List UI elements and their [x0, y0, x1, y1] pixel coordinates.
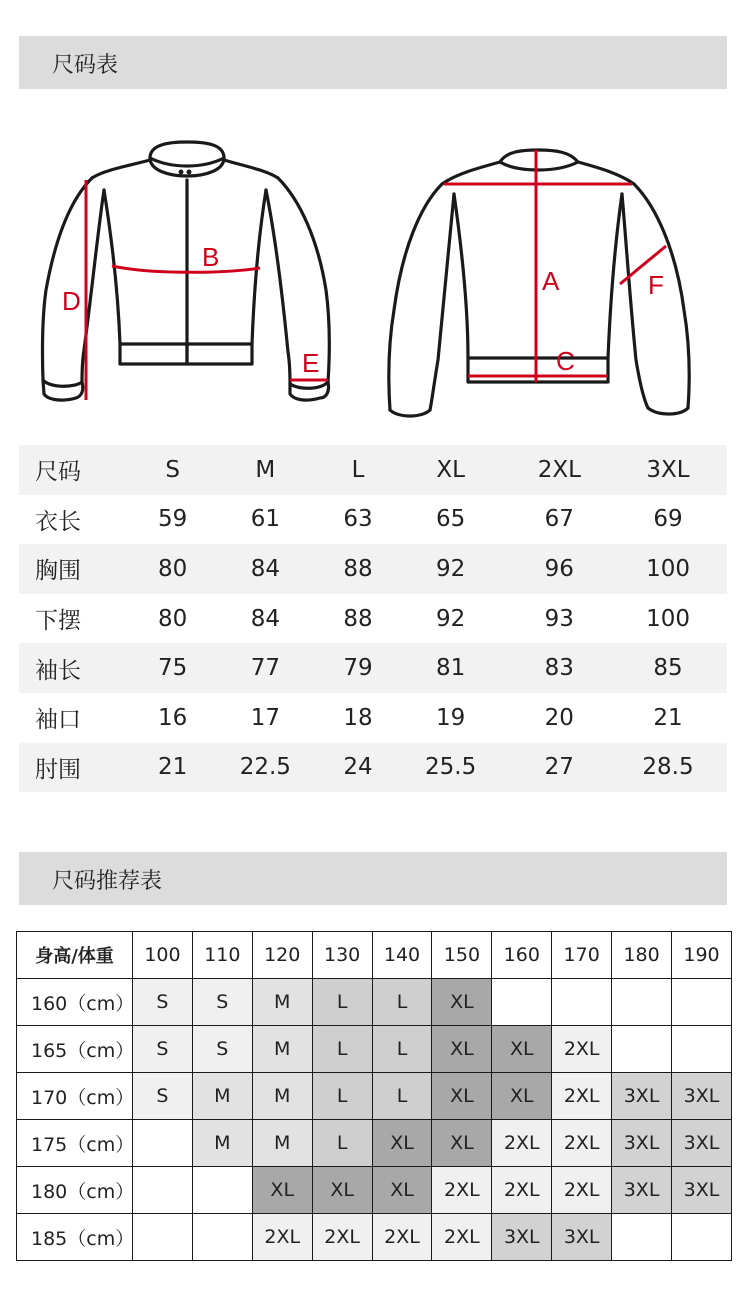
size-header-cell: XL [392, 445, 510, 495]
size-cell: 21 [609, 693, 727, 743]
size-cell: 21 [139, 743, 206, 793]
size-recommend-cell: 3XL [672, 1073, 732, 1120]
size-cell: 84 [206, 544, 324, 594]
size-recommend-cell: L [312, 1026, 372, 1073]
size-recommend-cell [552, 979, 612, 1026]
size-cell: 93 [510, 594, 609, 644]
label-c: C [556, 346, 575, 376]
size-recommend-cell: M [252, 1026, 312, 1073]
size-recommend-cell: XL [432, 979, 492, 1026]
size-cell: 100 [609, 594, 727, 644]
size-cell: 25.5 [392, 743, 510, 793]
size-recommend-cell: 3XL [672, 1167, 732, 1214]
height-label: 170（cm） [17, 1073, 133, 1120]
size-row-cuff [19, 693, 727, 743]
size-cell: 88 [324, 594, 391, 644]
row-label: 衣长 [19, 495, 139, 545]
size-header-cell: L [324, 445, 391, 495]
size-cell: 18 [324, 693, 391, 743]
size-recommend-cell: XL [492, 1026, 552, 1073]
size-cell: 83 [510, 643, 609, 693]
jacket-measurement-diagram [0, 100, 750, 440]
size-cell: 28.5 [609, 743, 727, 793]
size-recommend-cell: XL [372, 1167, 432, 1214]
height-row-180 [17, 1167, 732, 1214]
size-row-chest [19, 544, 727, 594]
size-recommend-cell: L [312, 1073, 372, 1120]
size-recommend-cell [612, 1026, 672, 1073]
size-recommend-cell: XL [312, 1167, 372, 1214]
size-chart-header-bar [19, 36, 727, 89]
size-recommend-cell [133, 1167, 193, 1214]
size-recommend-cell: XL [432, 1120, 492, 1167]
size-cell: 59 [139, 495, 206, 545]
label-b: B [202, 242, 220, 272]
size-cell: 85 [609, 643, 727, 693]
size-recommend-cell: L [312, 979, 372, 1026]
size-cell: 63 [324, 495, 391, 545]
weight-header-cell: 190 [672, 932, 732, 979]
weight-header-cell: 140 [372, 932, 432, 979]
height-label: 160（cm） [17, 979, 133, 1026]
size-recommend-cell: L [372, 979, 432, 1026]
label-e: E [302, 348, 320, 378]
height-weight-corner: 身高/体重 [17, 932, 133, 979]
size-recommend-cell: 2XL [252, 1214, 312, 1261]
size-recommend-cell: 2XL [552, 1120, 612, 1167]
size-chart-title: 尺码表 [52, 53, 119, 78]
height-label: 175（cm） [17, 1120, 133, 1167]
label-a: A [542, 266, 560, 296]
size-row-elbow [19, 743, 727, 793]
size-recommend-cell: XL [432, 1073, 492, 1120]
weight-header-cell: 130 [312, 932, 372, 979]
row-label: 袖口 [19, 693, 139, 743]
size-header-cell: 2XL [510, 445, 609, 495]
size-recommend-cell: XL [372, 1120, 432, 1167]
size-recommend-cell: S [133, 1073, 193, 1120]
size-recommend-cell: M [192, 1073, 252, 1120]
weight-header-cell: 100 [133, 932, 193, 979]
size-cell: 75 [139, 643, 206, 693]
size-cell: 92 [392, 544, 510, 594]
size-recommend-cell: 2XL [552, 1073, 612, 1120]
label-d: D [62, 286, 81, 316]
size-recommend-cell: S [133, 1026, 193, 1073]
height-row-185 [17, 1214, 732, 1261]
size-cell: 20 [510, 693, 609, 743]
size-recommend-cell: 3XL [612, 1167, 672, 1214]
size-recommend-cell [672, 1026, 732, 1073]
size-recommend-cell: L [372, 1026, 432, 1073]
size-cell: 88 [324, 544, 391, 594]
weight-header-cell: 120 [252, 932, 312, 979]
size-recommend-cell: 3XL [552, 1214, 612, 1261]
height-row-165 [17, 1026, 732, 1073]
size-cell: 65 [392, 495, 510, 545]
height-label: 165（cm） [17, 1026, 133, 1073]
recommend-title: 尺码推荐表 [52, 869, 163, 894]
size-recommend-cell [672, 979, 732, 1026]
size-recommend-cell: 2XL [312, 1214, 372, 1261]
size-recommend-cell: S [133, 979, 193, 1026]
size-recommend-cell: M [252, 979, 312, 1026]
height-row-170 [17, 1073, 732, 1120]
size-header-label: 尺码 [19, 445, 139, 495]
size-recommend-cell: S [192, 979, 252, 1026]
size-cell: 27 [510, 743, 609, 793]
size-recommend-cell: S [192, 1026, 252, 1073]
size-recommend-cell: 2XL [432, 1214, 492, 1261]
size-recommend-cell [133, 1214, 193, 1261]
size-recommend-cell: 2XL [552, 1167, 612, 1214]
size-header-cell: S [139, 445, 206, 495]
size-cell: 96 [510, 544, 609, 594]
size-recommendation-table [16, 931, 732, 1261]
size-recommend-cell: XL [492, 1073, 552, 1120]
size-cell: 100 [609, 544, 727, 594]
size-cell: 17 [206, 693, 324, 743]
recommend-header-bar [19, 852, 727, 905]
size-recommend-cell: 2XL [432, 1167, 492, 1214]
height-label: 180（cm） [17, 1167, 133, 1214]
weight-header-cell: 180 [612, 932, 672, 979]
size-cell: 22.5 [206, 743, 324, 793]
size-recommend-cell: M [252, 1073, 312, 1120]
size-recommend-cell: 3XL [612, 1073, 672, 1120]
size-cell: 69 [609, 495, 727, 545]
size-recommend-cell: XL [432, 1026, 492, 1073]
size-row-length [19, 495, 727, 545]
size-cell: 80 [139, 594, 206, 644]
weight-header-cell: 170 [552, 932, 612, 979]
size-recommend-cell: L [312, 1120, 372, 1167]
height-label: 185（cm） [17, 1214, 133, 1261]
size-cell: 81 [392, 643, 510, 693]
label-f: F [648, 270, 664, 300]
size-recommend-cell [612, 979, 672, 1026]
size-recommend-cell: 3XL [612, 1120, 672, 1167]
size-cell: 24 [324, 743, 391, 793]
size-cell: 77 [206, 643, 324, 693]
size-recommend-cell: M [192, 1120, 252, 1167]
size-recommend-cell [492, 979, 552, 1026]
row-label: 下摆 [19, 594, 139, 644]
size-recommend-cell: L [372, 1073, 432, 1120]
weight-header-cell: 110 [192, 932, 252, 979]
size-recommend-cell [192, 1214, 252, 1261]
weight-header-cell: 150 [432, 932, 492, 979]
size-recommend-cell [192, 1167, 252, 1214]
size-row-sleeve [19, 643, 727, 693]
size-cell: 67 [510, 495, 609, 545]
size-cell: 92 [392, 594, 510, 644]
size-cell: 80 [139, 544, 206, 594]
row-label: 袖长 [19, 643, 139, 693]
size-header-cell: M [206, 445, 324, 495]
size-chart-header-row [19, 445, 727, 495]
size-header-cell: 3XL [609, 445, 727, 495]
size-recommend-cell: 2XL [492, 1167, 552, 1214]
size-recommend-cell: XL [252, 1167, 312, 1214]
size-recommend-cell: 2XL [552, 1026, 612, 1073]
size-recommend-cell: M [252, 1120, 312, 1167]
size-row-hem [19, 594, 727, 644]
size-cell: 61 [206, 495, 324, 545]
size-cell: 79 [324, 643, 391, 693]
row-label: 肘围 [19, 743, 139, 793]
size-cell: 84 [206, 594, 324, 644]
size-cell: 19 [392, 693, 510, 743]
size-recommend-cell: 2XL [372, 1214, 432, 1261]
weight-header-row [17, 932, 732, 979]
size-recommend-cell [672, 1214, 732, 1261]
size-chart-table [19, 445, 727, 792]
size-recommend-cell: 3XL [492, 1214, 552, 1261]
row-label: 胸围 [19, 544, 139, 594]
size-recommend-cell: 3XL [672, 1120, 732, 1167]
size-recommend-cell: 2XL [492, 1120, 552, 1167]
weight-header-cell: 160 [492, 932, 552, 979]
size-recommend-cell [612, 1214, 672, 1261]
size-cell: 16 [139, 693, 206, 743]
height-row-175 [17, 1120, 732, 1167]
height-row-160 [17, 979, 732, 1026]
size-recommend-cell [133, 1120, 193, 1167]
